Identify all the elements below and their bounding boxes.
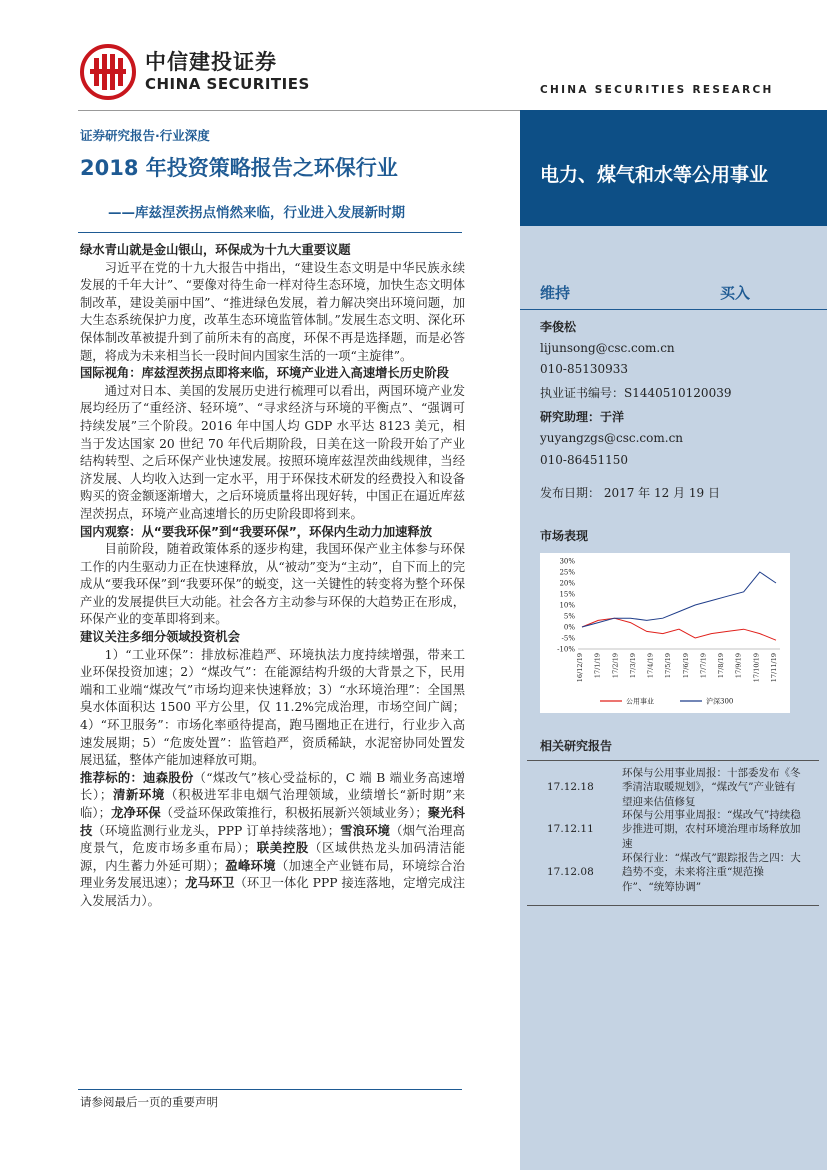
- recommendations: [80, 770, 465, 911]
- y-tick-label: 25%: [559, 568, 575, 577]
- x-tick-label: 17/10/19: [752, 653, 761, 683]
- section-heading-1: 绿水青山就是金山银山，环保成为十九大重要议题: [80, 243, 351, 257]
- analyst-email: lijunsong@csc.com.cn: [540, 341, 675, 355]
- rating-divider: [520, 309, 827, 310]
- section-heading-4: 建议关注多细分领域投资机会: [80, 630, 240, 645]
- rec-name: 迪森股份: [143, 770, 194, 785]
- market-title: 市场表现: [540, 529, 589, 543]
- rec-name: 雪浪环境: [340, 823, 391, 838]
- y-tick-label: 15%: [559, 590, 575, 599]
- page-subtitle: ——库兹涅茨拐点悄然来临，行业进入发展新时期: [108, 205, 405, 221]
- sector-title: 电力、煤气和水等公用事业: [540, 164, 769, 186]
- rec-desc: （“煤改气”核心受益标的，C 端 B 端业务高速增长）；: [80, 770, 465, 803]
- report-title: 环保与公用事业周报：“煤改气”持续稳步推进可期，农村环境治理市场释放加速: [622, 809, 801, 850]
- rec-desc: （加速全产业链布局，环境综合治理业务发展迅速）；: [80, 858, 465, 891]
- x-tick-label: 17/8/19: [717, 653, 726, 679]
- legend-label: 沪深300: [706, 697, 734, 706]
- assistant-name: 研究助理：于洋: [540, 410, 625, 424]
- analyst-name: 李俊松: [540, 320, 577, 334]
- y-tick-label: 0%: [563, 623, 575, 632]
- rec-desc: （区域供热龙头加码清洁能源，内生蓄力外延可期）；: [80, 841, 465, 873]
- brand-name-cn: 中信建投证券: [145, 50, 277, 74]
- rec-name: 联美控股: [255, 841, 309, 856]
- section-heading-3: 国内观察：从“要我环保”到“我要环保”，环保内生动力加速释放: [80, 524, 433, 539]
- reports-divider-bottom: [527, 905, 819, 906]
- x-tick-label: 17/3/19: [628, 653, 637, 679]
- rec-name: 清新环境: [112, 788, 166, 803]
- report-title: 环保行业：“煤改气”跟踪报告之四：大趋势不变，未来将注重“规范操作”、“统筹协调”: [622, 852, 801, 893]
- recommendations-label: 推荐标的：: [80, 770, 144, 785]
- rec-desc: （积极进军非电烟气治理领域，业绩增长“新时期”来临）；: [80, 788, 466, 820]
- rating-label: 维持: [540, 284, 571, 302]
- market-chart: [540, 553, 790, 713]
- rating-value: 买入: [720, 284, 751, 302]
- analyst-phone: 010-85130933: [540, 362, 629, 376]
- x-tick-label: 17/1/19: [593, 653, 602, 679]
- rec-desc: （环卫一体化 PPP 接连落地，定增完成注入发展活力）。: [80, 876, 465, 908]
- rec-name: 聚光科技: [80, 806, 465, 838]
- section-paragraph-1: 习近平在党的十九大报告中指出，“建设生态文明是中华民族永续发展的千年大计”、“要像对待生命一样对待生态环境，加快生态文明体制改革，建设美丽中国”、“推进绿色发展，着力解决突出环境问题，加大生态系统保护力度，改革生态环境监管体制。”发展生态文明、深化环保体制改革被提升到了前所未有的高度，环保不再是选择题，而是必答题，将成为未来相当长一段时间内国家生活的一项“主旋律”。: [80, 260, 465, 363]
- report-date: 17.12.18: [547, 781, 594, 793]
- section-paragraph-4: 1）“工业环保”：排放标准趋严、环境执法力度持续增强，带来工业环保投资加速；2）“煤改气”：在能源结构升级的大背景之下，民用端和工业端“煤改气”市场均迎来快速释放；3）“水环境治理”：全国黑臭水体面积达 1500 平方公里，仅 11.2%完成治理，市场空间广阔；4）“环卫服务”：市场化率亟待提高，跑马圈地正在进行，行业步入高速发展期；5）“危废处置”：监管趋严，资质稀缺，水泥窑协同处置发展迅猛，整体产能加速释放可期。: [80, 647, 465, 768]
- y-tick-label: 30%: [559, 557, 575, 566]
- section-paragraph-2: 通过对日本、美国的发展历史进行梳理可以看出，两国环境产业发展均经历了“重经济、轻环境”、“寻求经济与环境的平衡点”、“强调可持续发展”三个阶段。2016 年中国人均 GDP 水平达 8123 美元，相当于发达国家 20 世纪 70 年代后期阶段，日美在这一阶段开始了产业结构转型、之后环保产业快速发展。按照环境库兹涅茨曲线规律，当经济发展、人均收入达到一定水平，用于环保技术研发的经费投入和设备购买的资金额逐渐增大，之后环境质量将出现好转，中国正在逼近库兹涅茨拐点，环境产业高速增长的历史阶段即将到来。: [80, 383, 465, 521]
- x-tick-label: 17/5/19: [664, 653, 673, 679]
- x-tick-label: 17/11/19: [770, 653, 778, 683]
- footer-disclaimer: 请参阅最后一页的重要声明: [80, 1095, 218, 1109]
- section-paragraph-3: 目前阶段，随着政策体系的逐步构建，我国环保产业主体参与环保工作的内生驱动力正在快速释放，从“被动”变为“主动”，自下而上的完成从“要我环保”到“我要环保”的蜕变，这一关键性的转变将为整个环保产业的发展提供巨大动能。社会各方主动参与环保的大趋势正在形成，环保产业的变革即将到来。: [80, 542, 465, 627]
- y-tick-label: 5%: [563, 612, 575, 621]
- x-tick-label: 17/6/19: [681, 653, 690, 679]
- x-tick-label: 17/2/19: [611, 653, 620, 679]
- research-tag: CHINA SECURITIES RESEARCH: [540, 84, 774, 96]
- x-tick-label: 16/12/19: [576, 653, 584, 683]
- report-series: 证券研究报告·行业深度: [80, 128, 210, 143]
- analyst-cert: 执业证书编号：S1440510120039: [540, 386, 732, 400]
- legend-label: 公用事业: [626, 697, 654, 706]
- x-tick-label: 17/4/19: [646, 653, 655, 679]
- page-title: 2018 年投资策略报告之环保行业: [80, 156, 398, 180]
- assistant-email: yuyangzgs@csc.com.cn: [540, 431, 684, 445]
- report-date: 17.12.11: [547, 823, 594, 835]
- report-title: 环保与公用事业周报：十部委发布《冬季清洁取暖规划》，“煤改气”产业链有望迎来估值修复: [622, 767, 801, 808]
- title-divider: [78, 232, 462, 233]
- rec-desc: （受益环保政策推行，积极拓展新兴领域业务）；: [160, 806, 428, 820]
- y-tick-label: 20%: [559, 579, 575, 588]
- report-body: [80, 242, 465, 911]
- assistant-phone: 010-86451150: [540, 453, 629, 467]
- x-tick-label: 17/9/19: [734, 653, 743, 679]
- y-tick-label: -5%: [561, 634, 575, 643]
- brand-name-en: CHINA SECURITIES: [145, 75, 310, 93]
- rec-name: 盈峰环境: [225, 858, 276, 873]
- section-heading-2: 国际视角：库兹涅茨拐点即将来临，环境产业进入高速增长历史阶段: [80, 366, 449, 381]
- footer-divider: [78, 1089, 462, 1090]
- report-date: 17.12.08: [547, 866, 594, 878]
- x-tick-label: 17/7/19: [699, 653, 708, 679]
- rec-desc: （环境监测行业龙头，PPP 订单持续落地）；: [92, 823, 340, 838]
- rec-name: 龙马环卫: [185, 876, 235, 891]
- rec-desc: （烟气治理高度景气，危废市场多重布局）；: [80, 823, 465, 856]
- y-tick-label: 10%: [559, 601, 575, 610]
- publish-date: 发布日期： 2017 年 12 月 19 日: [540, 486, 720, 500]
- reports-divider-top: [527, 760, 819, 761]
- y-tick-label: -10%: [557, 645, 575, 654]
- related-reports-title: 相关研究报告: [540, 739, 613, 753]
- logo-mark: [80, 44, 136, 100]
- rec-name: 龙净环保: [110, 806, 161, 820]
